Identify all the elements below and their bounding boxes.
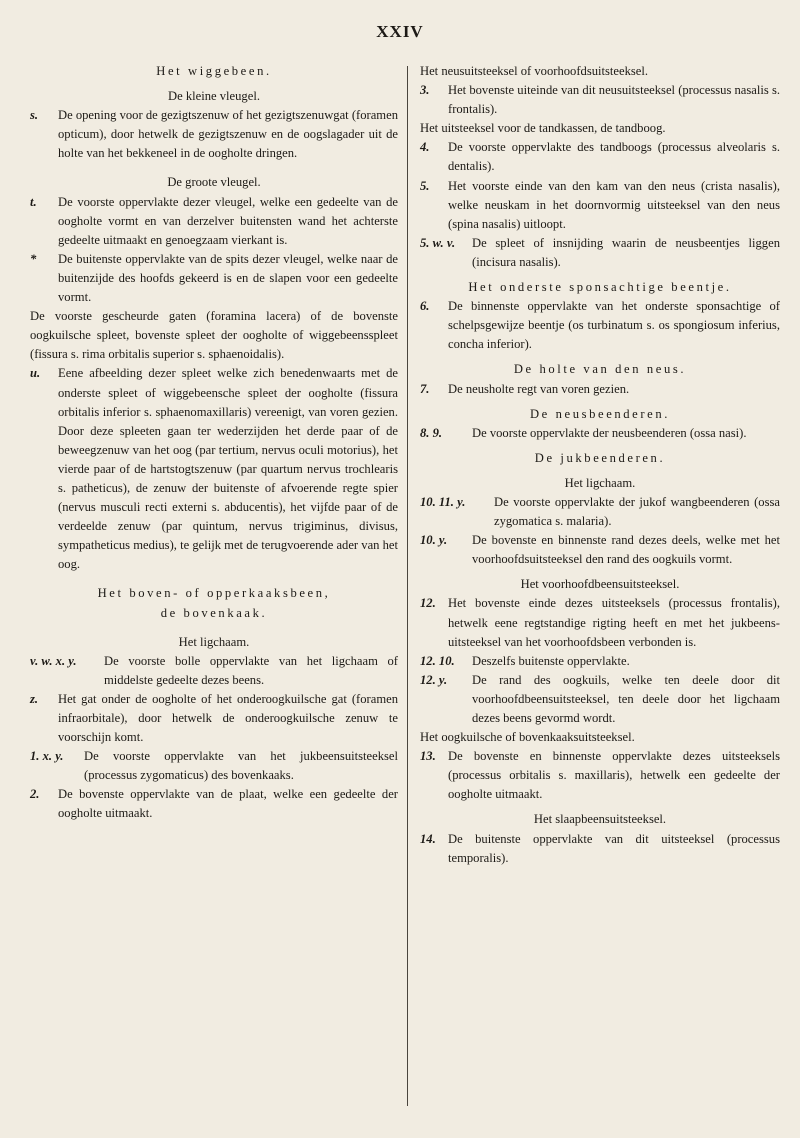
entry-u <box>30 364 398 574</box>
entry-text: Het bovenste einde dezes uitsteeksels (processus frontalis), hetwelk eene regtstandige rigting heeft en met het jukbeens-uitsteeksel van het voorhoofdsbeen verbonden is. <box>448 596 780 649</box>
entry-label: 7. <box>420 381 430 396</box>
entry-6 <box>420 297 780 354</box>
entry-label: z. <box>30 691 39 706</box>
subheading-orbital-process: Het oogkuilsche of bovenkaaksuitsteeksel. <box>420 730 635 745</box>
entry-text: Eene afbeelding dezer spleet welke zich benedenwaarts met de onderste spleet of wiggebeensche spleet der oogholte (fissura orbitalis inferior s. sphaenomaxillaris) vereenigt, van voren gezien. Door deze spleeten gaan ter wederzijden het derde paar of de beweegzenuw van het oog (par tertium, nervus oculi motorius), het vierde paar of de hartstogtszenuw (par quartum nervus trochlearis s. patheticus), de zenuw der buitenste of afvoerende regte spier (nervus musculi recti externi s. abducentis), het vijfde paar of de verdeelde zenuw (par quintum, nervus trigiminus, divisus, sympatheticus medius), te gelijk met de terugvoerende ader van het oog. <box>58 366 398 572</box>
entry-text: Deszelfs buitenste oppervlakte. <box>472 653 630 668</box>
heading-nasal-bones: De neusbeenderen. <box>529 406 670 421</box>
entry-text: De voorste bolle oppervlakte van het ligchaam of middelste gedeelte dezes beens. <box>104 653 398 687</box>
subheading-small-wing: De kleine vleugel. <box>168 89 260 104</box>
subheading-nasal-process: Het neusuitsteeksel of voorhoofdsuitsteeksel. <box>420 64 649 78</box>
entry-vwxy <box>30 652 398 690</box>
entry-label: 5. <box>420 178 430 193</box>
entry-1 <box>30 747 398 785</box>
subheading-temporal-process: Het slaapbeensuitsteeksel. <box>533 812 667 827</box>
entry-text: Het bovenste uiteinde van dit neusuitsteeksel (processus nasalis s. frontalis). <box>448 83 780 117</box>
entry-text: De bovenste en binnenste rand dezes deels, welke met het voorhoofdsuitsteeksel den rand des oogkuils vormt. <box>472 533 780 567</box>
entry-label: 3. <box>420 83 430 98</box>
entry-text: De opening voor de gezigtszenuw of het gezigtszenuwgat (foramen opticum), door hetwelk de gezigtszenuw en de oogslagader uit de holte van het bekkeneel in de oogholte dringen. <box>58 108 398 161</box>
heading-sphenoid: Het wiggebeen. <box>156 64 272 78</box>
entry-5wv <box>420 234 780 272</box>
subheading-frontal-process: Het voorhoofdbeensuitsteeksel. <box>520 577 680 592</box>
entry-text: De voorste oppervlakte van het jukbeensuitsteeksel (processus zygomaticus) des bovenkaaks. <box>84 749 398 783</box>
subheading-large-wing: De groote vleugel. <box>167 175 261 190</box>
entry-4 <box>420 138 780 176</box>
entry-text: De binnenste oppervlakte van het onderste sponsachtige of schelpsgewijze beentje (os turbinatum s. os spongiosum inferius, concha inferior). <box>448 299 780 352</box>
entry-3 <box>420 81 780 119</box>
column-divider <box>407 66 408 1106</box>
entry-label: 10. y. <box>420 533 448 548</box>
entry-label: * <box>30 251 37 266</box>
entry-label: 12. y. <box>420 672 448 687</box>
entry-12-10 <box>420 652 780 671</box>
entry-text: De rand des oogkuils, welke ten deele door dit voorhoofdbeensuitsteeksel, ten deele door het ligchaam dezes beens gevormd wordt. <box>472 672 780 725</box>
entry-t <box>30 193 398 250</box>
entry-text: De voorste oppervlakte dezer vleugel, welke een gedeelte van de oogholte vormt en van derzelver buitensten wand het achterste gedeelte uitmaakt en genoegzaam vierkant is. <box>58 194 398 247</box>
heading-inferior-concha: Het onderste sponsachtige beentje. <box>468 280 732 295</box>
heading-nasal-cavity: De holte van den neus. <box>513 362 687 377</box>
entry-z <box>30 690 398 747</box>
entry-10-11 <box>420 493 780 531</box>
entry-text: De spleet of insnijding waarin de neusbeentjes liggen (incisura nasalis). <box>472 235 780 269</box>
entry-star <box>30 250 398 307</box>
entry-text: Het gat onder de oogholte of het onderoogkuilsche gat (foramen infraorbitale), door hetwelk de onderoogkuilsche zenuw te voorschijn komt. <box>58 691 398 745</box>
entry-12 <box>420 594 780 651</box>
entry-label: 8. 9. <box>420 425 443 440</box>
entry-7 <box>420 380 780 399</box>
entry-2 <box>30 785 398 823</box>
entry-s <box>30 106 398 163</box>
heading-zygomatic-bones: De jukbeenderen. <box>534 450 666 465</box>
entry-label: 14. <box>420 831 436 846</box>
entry-label: 2. <box>30 787 40 802</box>
entry-8-9 <box>420 424 780 443</box>
entry-label: s. <box>30 108 39 123</box>
entry-text: De voorste oppervlakte der jukof wangbeenderen (ossa zygomatica s. malaria). <box>494 494 780 529</box>
entry-label: 6. <box>420 299 430 314</box>
entry-label: 12. <box>420 596 436 611</box>
left-column <box>30 62 398 824</box>
entry-label: t. <box>30 194 37 209</box>
page-number: XXIV <box>376 22 424 41</box>
entry-label: 12. 10. <box>420 653 455 668</box>
entry-text: De bovenste oppervlakte van de plaat, welke een gedeelte der oogholte uitmaakt. <box>58 787 398 821</box>
subheading-body: Het ligchaam. <box>564 475 636 490</box>
entry-14 <box>420 830 780 868</box>
entry-10-y <box>420 531 780 569</box>
entry-13 <box>420 747 780 804</box>
entry-text: De voorste oppervlakte des tandboogs (processus alveolaris s. dentalis). <box>448 140 780 174</box>
entry-text: Het voorste einde van den kam van den neus (crista nasalis), welke neuskam in het doornvormig uitsteeksel van den neus (spina nasalis) uitloopt. <box>448 178 780 231</box>
entry-text: De buitenste oppervlakte van dit uitsteeksel (processus temporalis). <box>448 831 780 865</box>
entry-label: 1. x. y. <box>30 749 64 764</box>
heading-maxilla-line1: Het boven- of opperkaaksbeen, <box>97 586 331 601</box>
entry-text: De neusholte regt van voren gezien. <box>448 381 630 396</box>
entry-label: v. w. x. y. <box>30 653 77 668</box>
heading-maxilla-line2: de bovenkaak. <box>160 605 268 620</box>
paragraph-foramina-lacera: De voorste gescheurde gaten (foramina lacera) of de bovenste oogkuilsche spleet, bovenste spleet der oogholte of wiggebeensspleet (fissura s. rima orbitalis superior s. sphaenoidalis). <box>30 309 398 362</box>
entry-label: u. <box>30 366 41 381</box>
entry-label: 5. w. v. <box>420 235 456 250</box>
entry-label: 4. <box>420 140 430 155</box>
entry-5 <box>420 177 780 234</box>
entry-text: De voorste oppervlakte der neusbeenderen (ossa nasi). <box>472 425 747 440</box>
subheading-body: Het ligchaam. <box>178 634 250 649</box>
entry-label: 13. <box>420 749 436 764</box>
subheading-alveolar: Het uitsteeksel voor de tandkassen, de tandboog. <box>420 121 666 136</box>
entry-label: 10. 11. y. <box>420 494 466 509</box>
entry-text: De buitenste oppervlakte van de spits dezer vleugel, welke naar de buitenzijde des hoofds gekeerd is en de slapen voor een gedeelte vormt. <box>58 251 398 305</box>
entry-text: De bovenste en binnenste oppervlakte dezes uitsteeksels (processus orbitalis s. maxillaris), hetwelk een gedeelte der oogholte uitmaakt. <box>448 749 780 802</box>
right-column <box>420 62 780 868</box>
entry-12-y <box>420 671 780 728</box>
